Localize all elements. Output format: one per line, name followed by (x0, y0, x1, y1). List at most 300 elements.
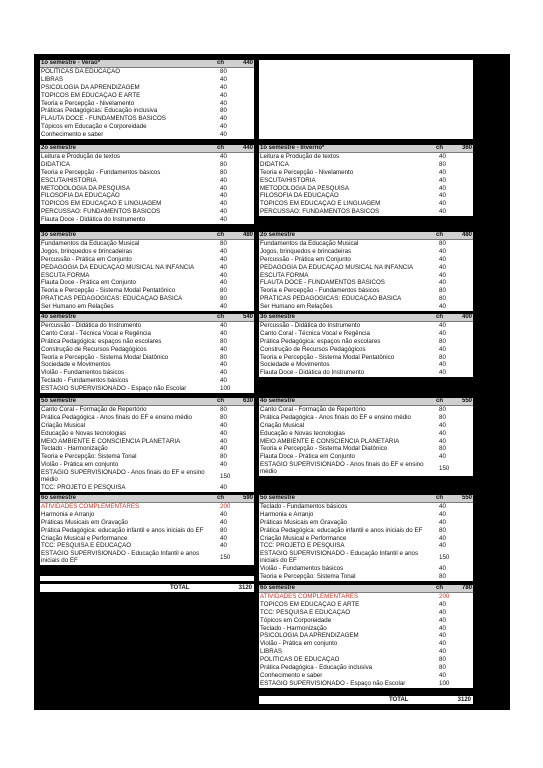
course-row (259, 656, 473, 664)
course-row (40, 385, 254, 393)
ch-total: 440 (242, 60, 253, 66)
course-hours: 40 (439, 510, 446, 518)
course-name: Percussão - Didática do Instrumento (260, 322, 361, 329)
empty-cell (259, 60, 473, 139)
course-name: FLAUTA DOCE - FUNDAMENTOS BÁSICOS (260, 279, 385, 287)
course-row (40, 123, 254, 131)
course-hours: 80 (439, 295, 446, 303)
course-hours: 40 (439, 361, 446, 369)
course-hours: 80 (220, 160, 227, 168)
course-row (259, 672, 473, 680)
course-row (259, 414, 473, 422)
course-hours: 40 (439, 503, 446, 510)
ch-label: ch (436, 232, 444, 238)
course-row (40, 519, 254, 527)
course-name: Violão - Prática em conjunto (41, 461, 119, 469)
semester-title: 2o semestre (41, 145, 77, 151)
course-row (259, 527, 473, 535)
course-name: ESTÁGIO SUPERVISIONADO - Espaço não Escolar (260, 679, 406, 687)
course-row (40, 92, 254, 100)
course-row (259, 153, 473, 161)
course-hours: 100 (220, 385, 231, 393)
course-hours: 80 (439, 406, 446, 413)
course-hours: 80 (439, 353, 446, 361)
ch-label: ch (436, 495, 444, 501)
course-name: Tópicos em Corporeidade (260, 616, 332, 624)
course-hours: 40 (439, 345, 446, 353)
ch-label: ch (217, 60, 225, 66)
left-column (40, 54, 254, 710)
course-hours: 40 (220, 75, 227, 83)
total-value: 3120 (457, 697, 471, 703)
ch-total: 550 (461, 398, 472, 404)
course-hours: 40 (439, 421, 446, 429)
course-hours: 40 (439, 518, 446, 526)
course-row (259, 453, 473, 461)
course-name: MEIO AMBIENTE E CONSCIÊNCIA PLANETÁRIA (41, 437, 181, 445)
course-name: ATIVIDADES COMPLEMENTARES (260, 593, 359, 600)
course-name: ESCUTA/HISTÓRIA (41, 176, 97, 184)
course-name: Teclado - Fundamentos básicos (41, 377, 129, 385)
course-hours: 40 (220, 361, 227, 369)
course-name: Teoria e Percepção - Sistema Modal Diatônico (260, 445, 388, 453)
course-hours: 40 (439, 200, 446, 208)
course-hours: 40 (220, 303, 227, 311)
course-row (40, 240, 254, 248)
semester-header (259, 145, 473, 153)
course-row (259, 346, 473, 354)
course-name: Prática Pedagógica - Anos finais do EF e ensino médio (260, 413, 411, 421)
course-name: Tópicos em Educação e Corporeidade (41, 123, 147, 131)
course-row (40, 542, 254, 550)
course-row (259, 535, 473, 543)
course-name: PSICOLOGIA DA APRENDIZAGEM (260, 632, 359, 640)
semester-title: 5o semestre (41, 398, 77, 404)
course-row (259, 593, 473, 601)
course-hours: 40 (439, 542, 446, 550)
ch-total: 400 (461, 314, 472, 320)
course-row (259, 208, 473, 216)
semester-header (40, 145, 254, 153)
semester-title: 2o semestre (260, 232, 296, 238)
course-hours: 80 (439, 160, 446, 168)
course-row (40, 484, 254, 492)
course-name: TCC: PROJETO E PESQUISA (260, 542, 345, 550)
course-hours: 40 (439, 255, 446, 263)
course-hours: 40 (220, 377, 227, 385)
course-hours: 80 (439, 445, 446, 453)
course-name: Teoria e Percepção - Fundamentos básicos (260, 287, 380, 295)
semester-title: 3o semestre (260, 314, 296, 320)
course-row (259, 192, 473, 200)
course-row (40, 346, 254, 354)
course-hours: 40 (439, 648, 446, 656)
course-name: Leitura e Produção de textos (260, 153, 340, 160)
course-hours: 80 (220, 240, 227, 247)
semester-block (259, 398, 473, 476)
semester-block (40, 398, 254, 492)
course-name: Harmonia e Arranjo (41, 510, 95, 518)
course-row (259, 625, 473, 633)
semester-title: 6o semestre (260, 585, 296, 591)
course-name: Sociedade e Movimentos (41, 361, 111, 369)
course-row (40, 68, 254, 76)
course-row (40, 272, 254, 280)
total-row (259, 696, 473, 704)
course-name: Teclado - Harmonização (260, 624, 327, 632)
course-hours: 80 (220, 107, 227, 115)
course-row (259, 177, 473, 185)
course-hours: 40 (439, 303, 446, 311)
course-name: ESTÁGIO SUPERVISIONADO - Anos finais do EF e ensino médio (260, 461, 424, 476)
course-row (259, 680, 473, 688)
semester-title: 6o semestre (41, 495, 77, 501)
semester-title: 1o semestre - Inverno* (260, 145, 325, 151)
total-label: TOTAL (170, 585, 190, 591)
course-hours: 80 (220, 353, 227, 361)
course-name: Percussão - Didática do Instrumento (41, 322, 142, 329)
course-row (259, 361, 473, 369)
course-hours: 40 (439, 192, 446, 200)
course-row (259, 354, 473, 362)
course-row (40, 503, 254, 511)
course-hours: 40 (220, 263, 227, 271)
course-name: DIDÁTICA (260, 160, 289, 168)
course-name: FLAUTA DOCE - FUNDAMENTOS BÁSICOS (41, 115, 166, 123)
course-row (259, 295, 473, 303)
course-hours: 40 (439, 168, 446, 176)
course-name: ESCUTA/HISTÓRIA (260, 176, 316, 184)
course-name: Criação Musical e Performance (260, 534, 347, 542)
semester-block (259, 232, 473, 311)
ch-total: 630 (242, 398, 253, 404)
course-hours: 40 (439, 329, 446, 337)
course-hours: 40 (439, 608, 446, 616)
course-name: Flauta Doce - Didática do Instrumento (41, 216, 146, 224)
course-row (40, 177, 254, 185)
semester-title: 5o semestre (260, 495, 296, 501)
empty-cell (40, 576, 254, 581)
course-name: Flauta Doce - Prática em Conjunto (41, 279, 136, 287)
course-row (40, 406, 254, 414)
course-row (259, 240, 473, 248)
course-name: Criação Musical (260, 421, 305, 429)
course-hours: 40 (439, 208, 446, 216)
course-hours: 40 (439, 453, 446, 461)
course-row (259, 303, 473, 311)
course-row (259, 664, 473, 672)
course-name: POLÍTICAS DE EDUCAÇÃO (260, 656, 340, 664)
course-hours: 40 (439, 263, 446, 271)
course-hours: 40 (220, 279, 227, 287)
course-name: Teoria e Percepção - Nivelamento (41, 99, 135, 107)
course-hours: 80 (439, 413, 446, 421)
course-hours: 40 (220, 83, 227, 91)
ch-total: 440 (242, 145, 253, 151)
course-name: ESTÁGIO SUPERVISIONADO - Educação Infantil e anos iniciais do EF (41, 550, 200, 565)
course-hours: 40 (439, 369, 446, 377)
course-name: TÓPICOS EM EDUCAÇÃO E LINGUAGEM (260, 200, 381, 208)
course-name: Práticas Pedagógicas: Educação inclusiva (41, 107, 158, 115)
ch-label: ch (436, 585, 444, 591)
semester-block (40, 495, 254, 565)
course-row (40, 185, 254, 193)
course-row (259, 609, 473, 617)
course-hours: 40 (220, 345, 227, 353)
course-name: Prática Pedagógica - Educação inclusiva (260, 664, 373, 672)
course-name: Teoria e Percepção: Sistema Tonal (41, 453, 137, 461)
course-hours: 200 (439, 593, 450, 600)
ch-label: ch (436, 145, 444, 151)
course-name: FILOSOFIA DA EDUCAÇÃO (260, 192, 339, 200)
course-hours: 40 (439, 616, 446, 624)
semester-header (40, 60, 254, 68)
course-hours: 40 (439, 640, 446, 648)
course-name: Teoria e Percepção - Nivelamento (260, 168, 354, 176)
course-name: MEIO AMBIENTE E CONSCIÊNCIA PLANETÁRIA (260, 437, 400, 445)
right-column (259, 54, 473, 710)
course-name: PRÁTICAS PEDAGÓGICAS: EDUCAÇÃO BÁSICA (41, 295, 183, 303)
course-hours: 40 (220, 429, 227, 437)
course-name: Violão - Fundamentos básicos (260, 565, 344, 573)
course-row (259, 200, 473, 208)
ch-label: ch (217, 314, 225, 320)
course-hours: 40 (220, 510, 227, 518)
course-name: LIBRAS (41, 75, 64, 83)
course-hours: 80 (439, 337, 446, 345)
course-hours: 40 (220, 115, 227, 123)
course-hours: 40 (439, 632, 446, 640)
course-name: Prática Pedagógica: espaços não escolares (260, 337, 381, 345)
course-name: Práticas Musicais em Gravação (260, 518, 347, 526)
course-row (40, 264, 254, 272)
course-hours: 150 (439, 554, 450, 562)
course-name: Percussão - Prática em Conjunto (260, 255, 351, 263)
course-row (40, 256, 254, 264)
course-row (259, 542, 473, 550)
course-row (40, 361, 254, 369)
course-hours: 80 (439, 526, 446, 534)
course-hours: 40 (220, 421, 227, 429)
course-hours: 40 (439, 624, 446, 632)
course-hours: 80 (439, 656, 446, 664)
course-name: ESCUTA FORMA (41, 271, 90, 279)
semester-header (259, 232, 473, 240)
course-name: DIDÁTICA (41, 160, 70, 168)
semester-header (40, 314, 254, 322)
course-hours: 80 (439, 287, 446, 295)
course-name: Violão - Prática em conjunto (260, 640, 338, 648)
semester-header (40, 232, 254, 240)
course-row (259, 256, 473, 264)
semester-header (259, 495, 473, 503)
course-row (40, 414, 254, 422)
course-row (259, 264, 473, 272)
ch-total: 480 (242, 232, 253, 238)
course-name: Prática Pedagógica - Anos finais do EF e ensino médio (41, 413, 192, 421)
course-name: Teoria e Percepção: Sistema Tonal (260, 573, 356, 581)
course-hours: 40 (439, 322, 446, 329)
course-hours: 40 (220, 153, 227, 160)
ch-label: ch (217, 495, 225, 501)
course-name: Harmonia e Arranjo (260, 510, 314, 518)
course-row (40, 208, 254, 216)
course-name: PEDAGOGIA DA EDUCAÇÃO MUSICAL NA INFÂNCIA (260, 263, 414, 271)
course-hours: 40 (220, 542, 227, 550)
course-row (40, 153, 254, 161)
course-hours: 40 (220, 184, 227, 192)
course-row (259, 430, 473, 438)
course-hours: 80 (220, 295, 227, 303)
course-hours: 40 (439, 247, 446, 255)
course-hours: 40 (439, 429, 446, 437)
course-row (40, 453, 254, 461)
course-name: Teoria e Percepção - Sistema Modal Diatônico (41, 353, 169, 361)
course-hours: 80 (220, 287, 227, 295)
course-row (40, 192, 254, 200)
course-name: TCC: PROJETO E PESQUISA (41, 484, 126, 492)
course-row (40, 100, 254, 108)
course-name: Ser Humano em Relações (41, 303, 114, 311)
course-row (40, 377, 254, 385)
course-row (40, 216, 254, 224)
course-row (259, 185, 473, 193)
course-name: Criação Musical (41, 421, 86, 429)
course-name: Criação Musical e Performance (41, 534, 128, 542)
course-hours: 40 (220, 99, 227, 107)
course-hours: 80 (439, 573, 446, 581)
course-name: PSICOLOGIA DA APRENDIZAGEM (41, 83, 140, 91)
ch-total: 590 (242, 495, 253, 501)
course-row (40, 469, 254, 484)
ch-total: 480 (461, 232, 472, 238)
course-hours: 40 (220, 484, 227, 492)
ch-label: ch (217, 145, 225, 151)
course-row (40, 295, 254, 303)
course-row (40, 322, 254, 330)
course-hours: 80 (439, 240, 446, 247)
course-hours: 40 (220, 437, 227, 445)
course-hours: 80 (220, 406, 227, 413)
course-name: Práticas Musicais em Gravação (41, 518, 128, 526)
semester-block (40, 232, 254, 311)
course-hours: 40 (439, 671, 446, 679)
course-name: Sociedade e Movimentos (260, 361, 330, 369)
course-name: Flauta Doce - Prática em Conjunto (260, 453, 355, 461)
semester-block (40, 60, 254, 139)
course-row (259, 438, 473, 446)
course-name: ESTÁGIO SUPERVISIONADO - Anos finais do EF e ensino médio (41, 469, 205, 484)
course-name: Teclado - Harmonização (41, 445, 108, 453)
course-name: Educação e Novas tecnologias (260, 429, 345, 437)
course-hours: 40 (439, 153, 446, 160)
course-hours: 40 (220, 518, 227, 526)
course-row (40, 422, 254, 430)
semester-block (259, 585, 473, 688)
course-name: Flauta Doce - Didática do Instrumento (260, 369, 365, 377)
course-name: Leitura e Produção de textos (41, 153, 121, 160)
course-name: Canto Coral - Formação de Repertório (41, 406, 147, 413)
course-hours: 80 (220, 413, 227, 421)
course-row (259, 503, 473, 511)
course-row (259, 632, 473, 640)
course-row (259, 648, 473, 656)
course-hours: 150 (439, 465, 450, 473)
course-row (40, 107, 254, 115)
total-label: TOTAL (389, 697, 409, 703)
course-hours: 40 (220, 247, 227, 255)
semester-header (259, 585, 473, 593)
semester-block (259, 145, 473, 216)
course-hours: 40 (220, 322, 227, 329)
semester-block (40, 314, 254, 393)
course-name: Ser Humano em Relações (260, 303, 333, 311)
course-hours: 40 (220, 255, 227, 263)
course-row (259, 161, 473, 169)
course-name: Fundamentos da Educação Musical (41, 240, 140, 247)
course-hours: 40 (439, 279, 446, 287)
course-row (40, 527, 254, 535)
course-hours: 40 (439, 437, 446, 445)
course-hours: 40 (439, 271, 446, 279)
course-name: METODOLOGIA DA PESQUISA (260, 184, 349, 192)
ch-label: ch (436, 398, 444, 404)
course-name: PERCUSSÃO: FUNDAMENTOS BÁSICOS (260, 208, 380, 216)
course-row (40, 131, 254, 139)
course-hours: 40 (439, 565, 446, 573)
semester-block (259, 495, 473, 581)
course-name: FILOSOFIA DA EDUCAÇÃO (41, 192, 120, 200)
course-row (40, 438, 254, 446)
course-name: Teoria e Percepção - Fundamentos básicos (41, 168, 161, 176)
course-name: Teclado - Fundamentos básicos (260, 503, 348, 510)
semester-title: 4o semestre (41, 314, 77, 320)
course-row (40, 369, 254, 377)
course-row (259, 279, 473, 287)
course-hours: 80 (220, 168, 227, 176)
course-name: ESTÁGIO SUPERVISIONADO - Educação Infantil e anos iniciais do EF (260, 550, 419, 565)
course-name: Canto Coral - Técnica Vocal e Regência (260, 329, 370, 337)
semester-title: 1o semestre - Verão* (41, 60, 101, 66)
ch-total: 360 (461, 145, 472, 151)
course-hours: 40 (220, 445, 227, 453)
semester-header (259, 398, 473, 406)
course-row (40, 430, 254, 438)
course-hours: 200 (220, 503, 231, 510)
course-row (259, 330, 473, 338)
semester-header (259, 314, 473, 322)
course-name: Construção de Recursos Pedagógicos (41, 345, 147, 353)
course-name: Prática Pedagógica: educação infantil e anos iniciais do EF (41, 526, 204, 534)
course-name: Construção de Recursos Pedagógicos (260, 345, 366, 353)
course-row (259, 511, 473, 519)
course-row (40, 200, 254, 208)
course-row (259, 248, 473, 256)
course-row (259, 519, 473, 527)
course-name: Conhecimento e saber (41, 131, 104, 139)
course-hours: 40 (220, 329, 227, 337)
course-row (40, 550, 254, 565)
course-row (259, 322, 473, 330)
course-name: Percussão - Prática em Conjunto (41, 255, 132, 263)
course-row (259, 369, 473, 377)
course-hours: 40 (220, 271, 227, 279)
course-name: METODOLOGIA DA PESQUISA (41, 184, 130, 192)
course-row (40, 287, 254, 295)
course-hours: 40 (220, 192, 227, 200)
course-row (259, 550, 473, 565)
course-hours: 150 (220, 554, 231, 562)
